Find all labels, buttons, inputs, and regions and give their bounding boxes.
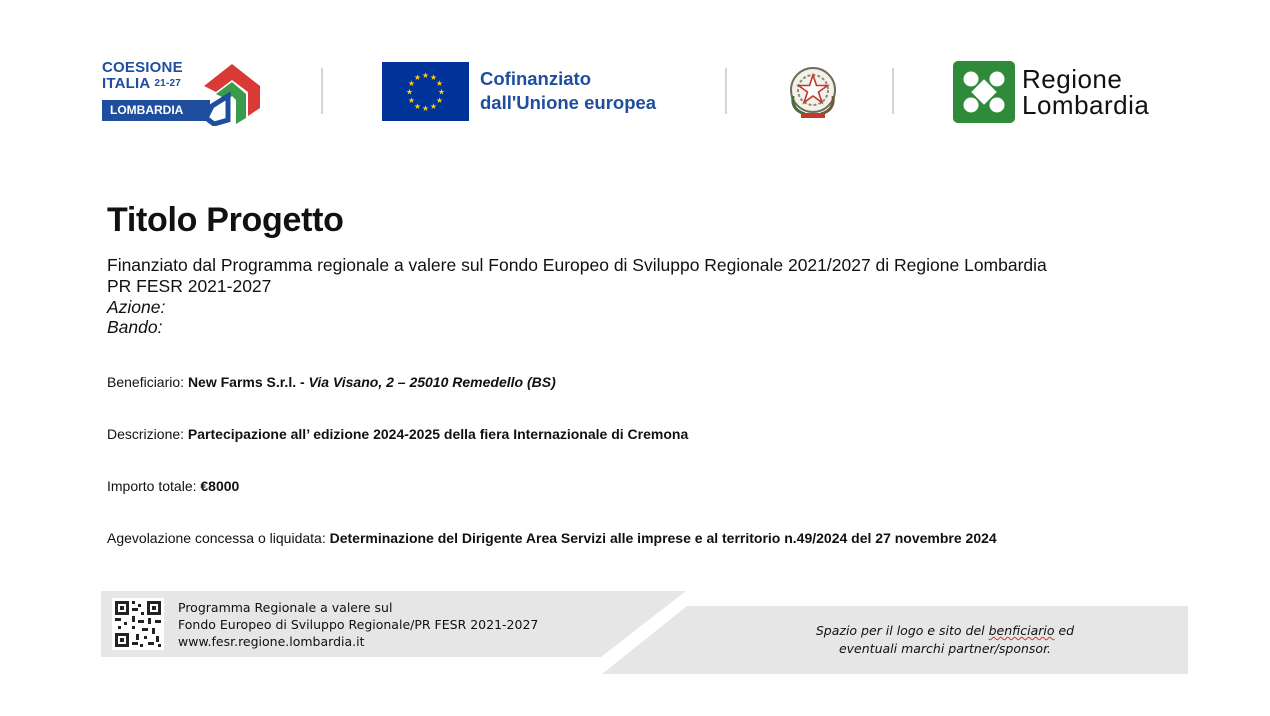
svg-text:★: ★ — [405, 87, 414, 97]
eu-cofinanced-text — [480, 67, 700, 115]
footer-website-link[interactable]: www.fesr.regione.lombardia.it — [178, 634, 365, 649]
footer-note-line1: Spazio per il logo e sito del benficiario ed — [815, 623, 1075, 638]
descrizione-label: Descrizione: — [107, 426, 188, 442]
coesione-badge: LOMBARDIA — [102, 100, 210, 121]
misspelled-word: benficiario — [988, 623, 1055, 638]
svg-text:★: ★ — [429, 102, 438, 111]
svg-text:★: ★ — [435, 96, 444, 105]
importo-label: Importo totale: — [107, 478, 201, 494]
svg-text:★: ★ — [421, 104, 430, 113]
agevolazione-row — [107, 530, 997, 546]
beneficiario-row — [107, 374, 556, 390]
descrizione-row — [107, 426, 688, 442]
funding-line: Finanziato dal Programma regionale a valere sul Fondo Europeo di Sviluppo Regionale 2021/2027 di Regione Lombardia — [107, 255, 1047, 275]
coesione-italia-logo — [100, 58, 265, 128]
svg-text:★: ★ — [413, 73, 422, 82]
eu-line2: dall'Unione europea — [480, 92, 657, 113]
header-divider — [725, 68, 727, 114]
svg-text:★: ★ — [429, 73, 438, 82]
project-title: Titolo Progetto — [107, 201, 344, 239]
italian-republic-emblem-icon — [787, 62, 839, 122]
coesione-line2: ITALIA 21-27 — [102, 75, 181, 92]
importo-value: €8000 — [200, 478, 240, 494]
beneficiario-label: Beneficiario: — [107, 374, 188, 390]
footer-program-text — [178, 599, 538, 650]
svg-text:★: ★ — [407, 79, 416, 88]
eu-flag-icon — [382, 62, 469, 121]
header-divider — [892, 68, 894, 114]
regione-line1: Regione — [1022, 64, 1123, 94]
beneficiario-address: Via Visano, 2 – 25010 Remedello (BS) — [308, 374, 556, 390]
importo-row — [107, 478, 239, 494]
beneficiary-logo-placeholder — [790, 622, 1100, 658]
header-divider — [321, 68, 323, 114]
program-line: PR FESR 2021-2027 — [107, 276, 272, 296]
eu-line1: Cofinanziato — [480, 68, 591, 89]
regione-line2: Lombardia — [1022, 90, 1150, 120]
azione-label: Azione: — [107, 297, 166, 317]
qr-code-icon — [112, 598, 164, 650]
agevolazione-label: Agevolazione concessa o liquidata: — [107, 530, 330, 546]
beneficiario-name: New Farms S.r.l. - — [187, 374, 309, 390]
coesione-arrow-icon — [192, 60, 264, 126]
agevolazione-value: Determinazione del Dirigente Area Servizi alle imprese e al territorio n.49/2024 del 27 novembre 2024 — [329, 530, 997, 546]
coesione-years: 21-27 — [154, 78, 181, 89]
svg-text:★: ★ — [413, 102, 422, 111]
svg-text:★: ★ — [421, 71, 430, 80]
footer-line2: Fondo Europeo di Sviluppo Regionale/PR FESR 2021-2027 — [178, 617, 539, 632]
coesione-line1: COESIONE — [102, 59, 183, 76]
bando-label: Bando: — [107, 317, 163, 337]
footer-note-line2: eventuali marchi partner/sponsor. — [838, 641, 1052, 656]
regione-lombardia-logo-icon — [953, 61, 1015, 123]
footer-line1: Programma Regionale a valere sul — [178, 600, 393, 615]
svg-text:★: ★ — [407, 96, 416, 105]
svg-text:★: ★ — [437, 87, 446, 97]
descrizione-value: Partecipazione all’ edizione 2024-2025 della fiera Internazionale di Cremona — [187, 426, 689, 442]
svg-text:★: ★ — [435, 79, 444, 88]
regione-lombardia-text — [1022, 66, 1149, 118]
